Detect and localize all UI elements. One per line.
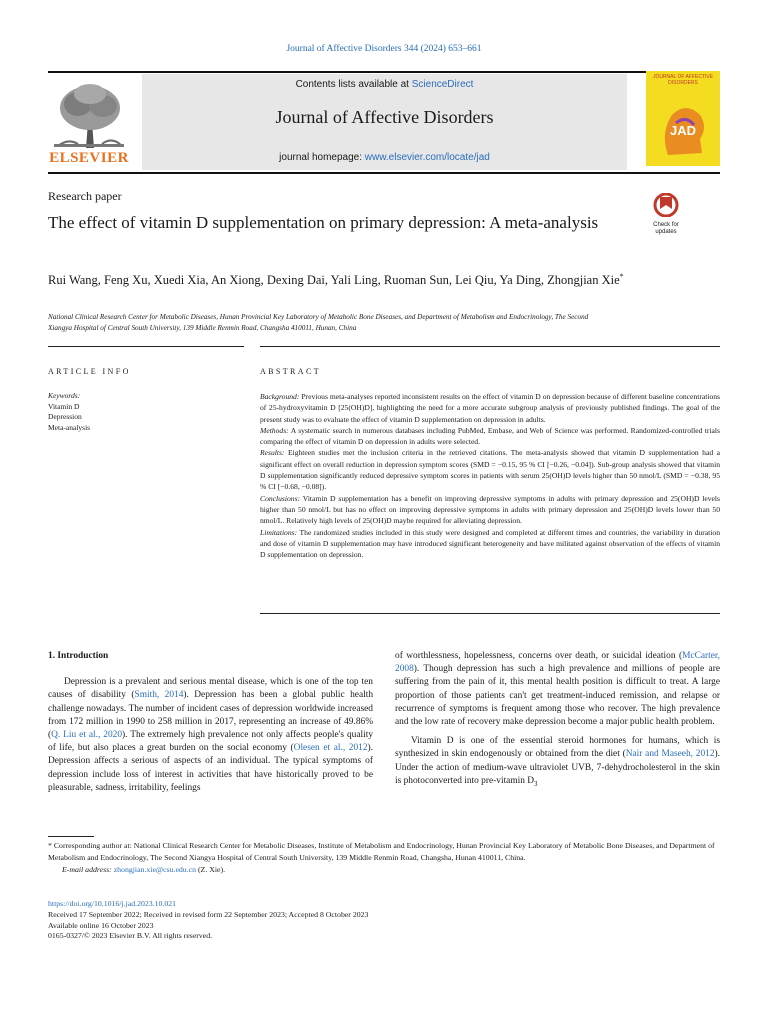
article-info-heading: ARTICLE INFO — [48, 367, 131, 376]
copyright: 0165-0327/© 2023 Elsevier B.V. All rights reserved. — [48, 931, 213, 941]
body-column-left — [48, 650, 373, 795]
abstract-heading: ABSTRACT — [260, 367, 321, 376]
email-line: E-mail address: zhongjian.xie@csu.edu.cn (Z. Xie). — [62, 865, 226, 875]
journal-title: Journal of Affective Disorders — [275, 107, 494, 127]
cover-mark: JAD — [669, 123, 696, 138]
body-paragraph: of worthlessness, hopelessness, concerns over death, or suicidal ideation (McCarter, 2008). Though depression has such a high prevalence and millions of people are suffering from the pain of it, this mental health position is difficult to treat. A large proportion of those patients can't get treatment-induced remission, and relapse or recurrence of symptoms is frequent among those who recover. The high prevalence and the low rate of recovery make depression become a major public health problem. — [395, 651, 720, 728]
info-rule — [48, 346, 244, 347]
homepage-link[interactable]: www.elsevier.com/locate/jad — [364, 152, 490, 163]
header-rule-bottom — [48, 172, 720, 174]
footnote-rule — [48, 836, 94, 837]
header-rule-top — [48, 71, 720, 73]
cover-title: JOURNAL OF AFFECTIVE DISORDERS — [652, 74, 714, 86]
crossmark-icon — [646, 193, 686, 217]
email-link[interactable]: zhongjian.xie@csu.edu.cn — [113, 865, 197, 875]
abstract-background: Background: Previous meta-analyses reported inconsistent results on the effect of vitamin D on depression because of different baseline concentrations of 25-hydroxyvitamin D [25(OH)D], highlighting the need for a more accurate subgroup analysis of previously published findings. The goal of the present study was to evaluate the effect of vitamin D supplementation on depression in adults. — [260, 392, 720, 424]
doi-link[interactable]: https://doi.org/10.1016/j.jad.2023.10.021 — [48, 899, 177, 908]
check-for-updates-button[interactable] — [646, 193, 686, 233]
body-paragraph: Vitamin D is one of the essential steroid hormones for humans, which is synthesized in skin endogenously or obtained from the diet (Nair and Maseeh, 2012). Under the action of medium-wave ultraviolet UVB, 7-dehydrocholesterol in the skin is photoconverted into pre-vitamin $D_3$ — [395, 736, 720, 788]
affiliation: National Clinical Research Center for Metabolic Diseases, Hunan Provincial Key Laboratory of Metabolic Bone Diseases, and Department of Metabolism and Endocrinology, The Second Xiangya Hospital of Central South University, 139 Middle Renmin Road, Changsha 410011, Hunan, China — [48, 313, 589, 332]
abstract-rule — [260, 346, 720, 347]
journal-reference[interactable]: Journal of Affective Disorders 344 (2024) 653–661 — [286, 44, 482, 54]
reference-link[interactable]: Q. Liu et al., 2020 — [51, 730, 123, 741]
journal-cover[interactable] — [646, 71, 720, 166]
abstract-body — [260, 391, 720, 560]
crossmark-label-1: Check for — [653, 222, 679, 228]
reference-link[interactable]: McCarter, 2008 — [395, 651, 720, 675]
publisher-name: ELSEVIER — [49, 150, 129, 166]
author-list: Rui Wang, Feng Xu, Xuedi Xia, An Xiong, Dexing Dai, Yali Ling, Ruoman Sun, Lei Qiu, Ya Ding, Zhongjian Xie* — [48, 272, 624, 288]
body-paragraph: Depression is a prevalent and serious mental disease, which is one of the top ten causes of disability (Smith, 2014). Depression has been a global public health challenge nowadays. The number of incident cases of depression worldwide increased from 172 million in 1990 to 258 million in 2017, representing an increase of 49.86% (Q. Liu et al., 2020). The extremely high prevalence not only affects people's quality of life, but also places a great burden on the social economy (Olesen et al., 2012). Depression affects a serious of aspects of an individual. The typical symptoms of depression include loss of interest in activities that have historically proved to be pleasurable, sadness, irritability, feelings — [48, 677, 374, 793]
contents-line: Contents lists available at ScienceDirect — [295, 79, 474, 90]
abstract-conclusions: Conclusions: Vitamin D supplementation has a benefit on improving depressive symptoms in adults with primary depression and 25(OH)D levels higher than 50 nmol/L but has no effect on improving depressive symptoms in adults with primary depression and 25(OH)D levels lower than 50 nmol/L. Relatively high levels of 25(OH)D maybe required for alleviating depression. — [260, 493, 720, 526]
abstract-limitations: Limitations: The randomized studies included in this study were designed and completed at different times and countries, the variability in duration and dose of vitamin D supplementation may have introduced significant heterogeneity and have militated against observation of the effects of vitamin D supplementation on depression. — [260, 527, 720, 560]
keywords-block — [48, 391, 90, 433]
reference-link[interactable]: Smith, 2014 — [134, 690, 184, 701]
corresponding-author-note: * Corresponding author at: National Clinical Research Center for Metabolic Diseases, Institute of Metabolism and Endocrinology, Hunan Provincial Key Laboratory of Metabolic Bone Diseases, and Department of Metabolism and Endocrinology, The Second Xiangya Hospital of Central South University, 139 Middle Renmin Road, Changsha, Hunan 410011, China. — [48, 841, 715, 863]
available-online: Available online 16 October 2023 — [48, 920, 154, 930]
footnote — [48, 840, 720, 877]
abstract-methods: Methods: A systematic search in numerous databases including PubMed, Embase, and Web of Science was performed. Randomized-controlled trials comparing the effect of vitamin D on depression in adults were selected. — [260, 425, 720, 447]
keywords-label: Keywords: — [48, 391, 81, 400]
body-column-right — [395, 650, 720, 791]
abstract-results: Results: Eighteen studies met the inclusion criteria in the retrieved citations. The meta-analysis showed that vitamin D supplementation had a significant effect on overall reduction in depression symptom scores (SMD = −0.15, 95 % CI [−0.26, −0.04]). Sub-group analysis showed that vitamin D supplementation significantly reduced depressive symptom scores in patients with serum 25(OH)D levels higher than 50 nmol/L (SMD = −0.38, 95 % CI [−0.68, −0.08]). — [260, 448, 720, 492]
publication-meta — [48, 899, 720, 942]
article-title: The effect of vitamin D supplementation on primary depression: A meta-analysis — [48, 213, 599, 232]
received-dates: Received 17 September 2022; Received in revised form 22 September 2023; Accepted 8 October 2023 — [48, 909, 369, 919]
keyword-item: Vitamin D — [48, 401, 80, 411]
reference-link[interactable]: Nair and Maseeh, 2012 — [625, 749, 715, 760]
corresponding-author-mark[interactable]: * — [619, 272, 624, 281]
keyword-item: Meta-analysis — [48, 422, 91, 432]
reference-link[interactable]: Olesen et al., 2012 — [293, 743, 368, 754]
homepage-line: journal homepage: www.elsevier.com/locate/jad — [279, 152, 490, 163]
article-type: Research paper — [48, 189, 122, 203]
crossmark-label-2: updates — [655, 229, 677, 235]
keyword-item: Depression — [48, 412, 82, 421]
sciencedirect-link[interactable]: ScienceDirect — [411, 79, 474, 90]
abstract-rule-bottom — [260, 613, 720, 614]
section-heading: 1. Introduction — [48, 651, 109, 661]
